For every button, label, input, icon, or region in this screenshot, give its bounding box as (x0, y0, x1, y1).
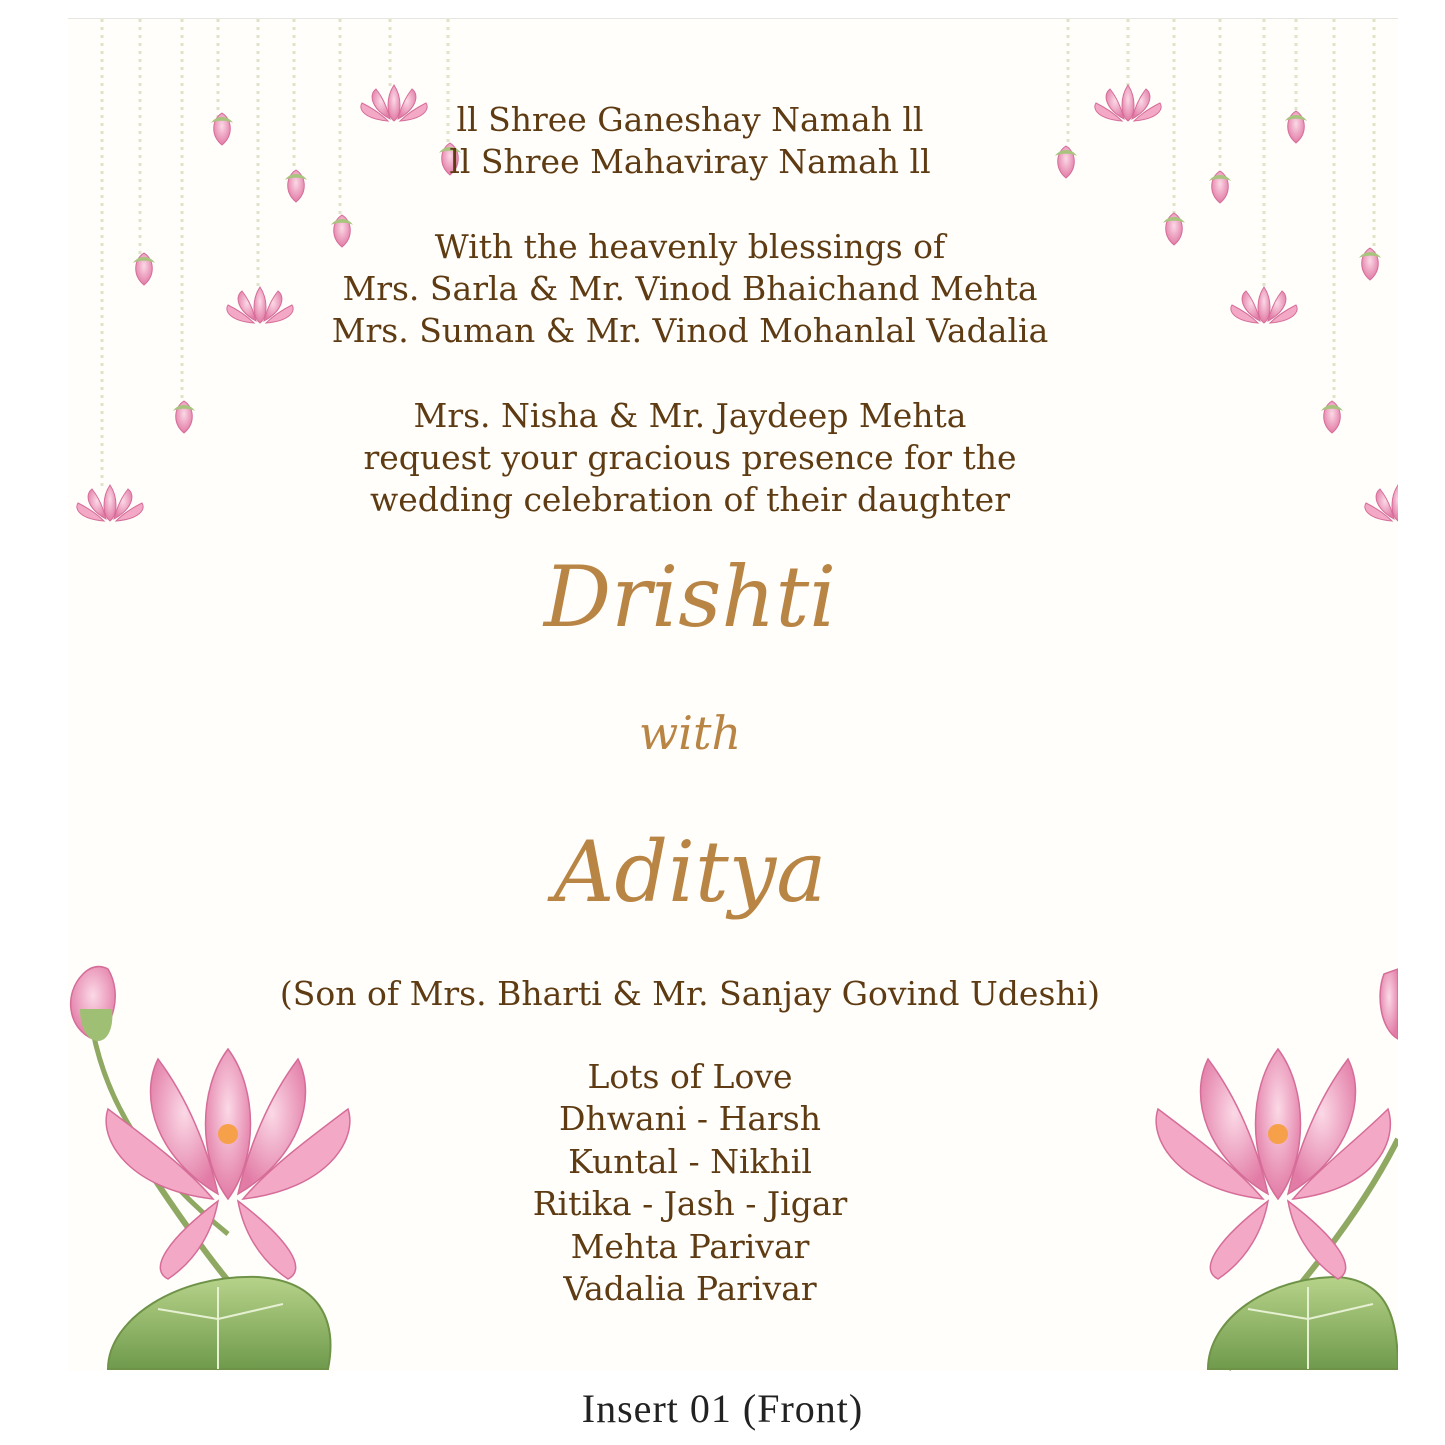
invocation-line-1: ll Shree Ganeshay Namah ll (456, 100, 924, 139)
love-name-4: Mehta Parivar (570, 1227, 810, 1266)
love-name-1: Dhwani - Harsh (559, 1099, 821, 1138)
groom-name: Aditya (553, 823, 827, 921)
invocation-line-2: ll Shree Mahaviray Namah ll (449, 142, 931, 181)
joiner-word: with (638, 706, 742, 760)
request-line-2: wedding celebration of their daughter (370, 480, 1010, 519)
host-names: Mrs. Nisha & Mr. Jaydeep Mehta (413, 396, 967, 435)
insert-caption: Insert 01 (Front) (581, 1386, 864, 1431)
bride-name: Drishti (543, 548, 837, 646)
request-line-1: request your gracious presence for the (363, 438, 1017, 477)
groom-parents: (Son of Mrs. Bharti & Mr. Sanjay Govind Udeshi) (279, 974, 1101, 1013)
love-name-2: Kuntal - Nikhil (568, 1142, 812, 1181)
love-heading: Lots of Love (587, 1057, 793, 1096)
elder-couple-1: Mrs. Sarla & Mr. Vinod Bhaichand Mehta (342, 269, 1038, 308)
love-name-5: Vadalia Parivar (563, 1269, 817, 1308)
blessings-intro: With the heavenly blessings of (434, 227, 946, 266)
love-name-3: Ritika - Jash - Jigar (532, 1184, 848, 1223)
elder-couple-2: Mrs. Suman & Mr. Vinod Mohanlal Vadalia (331, 311, 1049, 350)
